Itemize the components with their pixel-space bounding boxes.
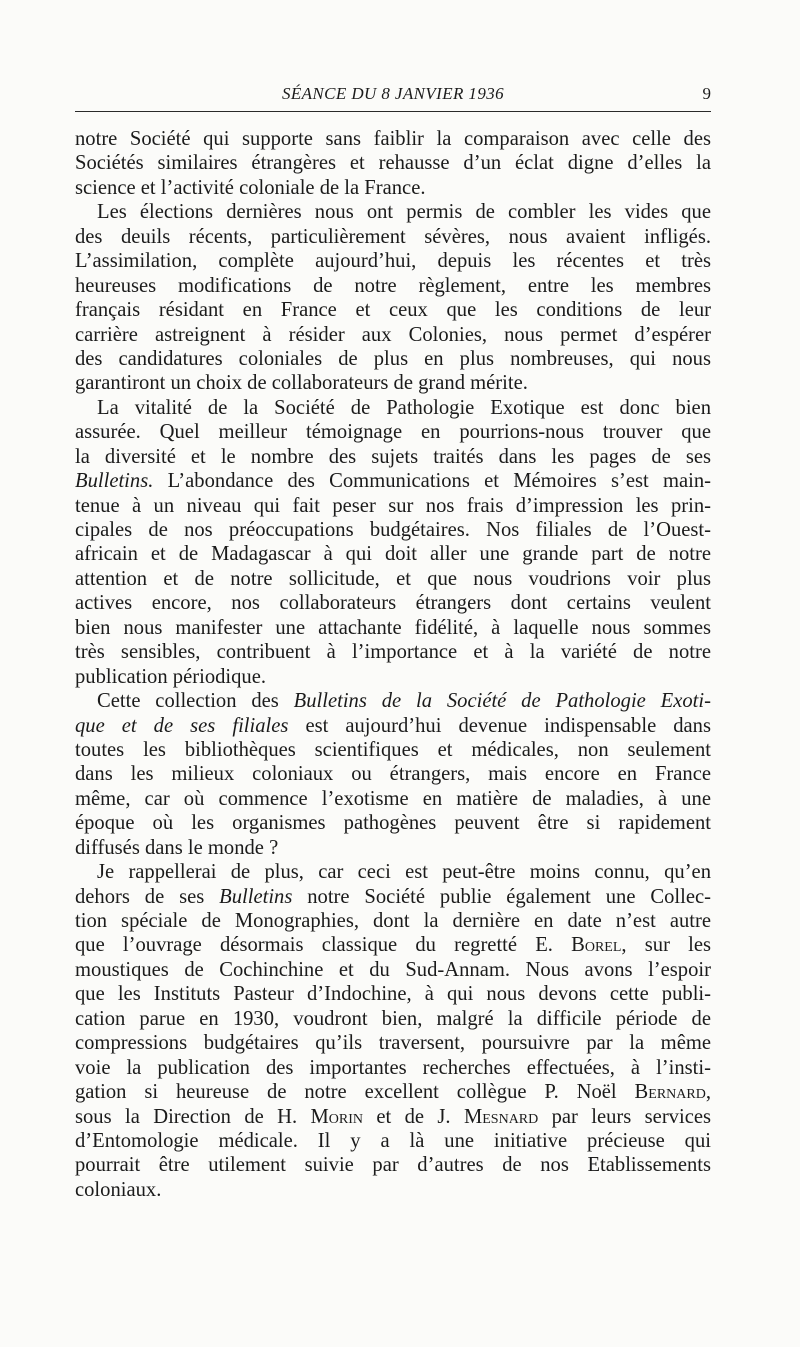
text-run: dans les milieux coloniaux ou étrangers, mais encore en France xyxy=(75,763,711,786)
text-run: La vitalité de la Société de Pathologie Exotique est donc bien xyxy=(97,396,711,419)
text-line xyxy=(75,151,711,175)
text-line xyxy=(75,738,711,762)
text-run: africain et de Madagascar à qui doit aller une grande part de notre xyxy=(75,543,711,566)
text-line xyxy=(75,225,711,249)
text-line xyxy=(75,1105,711,1129)
text-run: Bulletins xyxy=(219,885,293,908)
text-line xyxy=(75,298,711,322)
text-run: tion spéciale de Monographies, dont la dernière en date n’est autre xyxy=(75,910,711,932)
text-line xyxy=(75,958,711,982)
text-run: publication périodique. xyxy=(75,665,267,688)
text-run: sous la Direction de H. xyxy=(75,1105,311,1128)
text-run: très sensibles, contribuent à l’importance et à la variété de notre xyxy=(75,641,711,664)
text-run: toutes les bibliothèques scientifiques et médicales, non seulement xyxy=(75,738,711,761)
text-run: pourrait être utilement suivie par d’autres de nos Etablissements xyxy=(75,1154,711,1177)
page-number: 9 xyxy=(702,84,711,103)
text-run: d’Entomologie médicale. Il y a là une initiative précieuse qui xyxy=(75,1129,711,1152)
text-run: époque où les organismes pathogènes peuvent être si rapidement xyxy=(75,812,711,835)
text-run: attention et de notre sollicitude, et que nous voudrions voir plus xyxy=(75,567,711,590)
text-line xyxy=(75,591,711,615)
text-line xyxy=(75,836,711,860)
text-run: que les Instituts Pasteur d’Indochine, à qui nous devons cette publi- xyxy=(75,983,711,1006)
text-run: voie la publication des importantes recherches effectuées, à l’insti- xyxy=(75,1056,711,1079)
text-line xyxy=(75,249,711,273)
text-run: diffusés dans le monde ? xyxy=(75,836,279,859)
text-run: la diversité et le nombre des sujets traités dans les pages de ses xyxy=(75,445,711,468)
text-line xyxy=(75,420,711,444)
text-line xyxy=(75,323,711,347)
text-run: moustiques de Cochinchine et du Sud-Annam. Nous avons l’espoir xyxy=(75,958,711,981)
text-run: Mesnard xyxy=(463,1105,539,1128)
text-run: Cette collection des xyxy=(97,690,294,713)
text-line xyxy=(75,1129,711,1153)
text-run: , sur les xyxy=(621,934,711,957)
text-run: , xyxy=(705,1081,711,1104)
text-run: des candidatures coloniales de plus en plus nombreuses, qui nous xyxy=(75,347,711,370)
text-line xyxy=(75,885,711,909)
text-run: et de J. xyxy=(363,1105,464,1128)
text-line xyxy=(75,1178,711,1202)
text-line xyxy=(75,371,711,395)
text-run: Je rappellerai de plus, car ceci est peut-être moins connu, qu’en xyxy=(97,861,711,884)
text-run: même, car où commence l’exotisme en matière de maladies, à une xyxy=(75,787,711,810)
header-rule xyxy=(75,111,711,112)
text-line xyxy=(75,445,711,469)
text-run: Bulletins. xyxy=(75,470,154,493)
text-line xyxy=(75,176,711,200)
text-run: L’assimilation, complète aujourd’hui, depuis les récentes et très xyxy=(75,250,711,273)
text-run: assurée. Quel meilleur témoignage en pourrions-nous trouver que xyxy=(75,421,711,444)
text-line xyxy=(75,1080,711,1104)
text-run: L’abondance des Communications et Mémoires s’est main- xyxy=(153,470,711,493)
text-run: dehors de ses xyxy=(75,885,220,908)
text-run: Bernard xyxy=(634,1081,706,1104)
text-line xyxy=(75,542,711,566)
text-line xyxy=(75,200,711,224)
text-run: est aujourd’hui devenue indispensable dans xyxy=(288,714,711,737)
text-line xyxy=(75,494,711,518)
text-run: carrière astreignent à résider aux Colonies, nous permet d’espérer xyxy=(75,323,711,346)
text-run: des deuils récents, particulièrement sévères, nous avaient infligés. xyxy=(75,225,711,248)
text-run: tenue à un niveau qui fait peser sur nos frais d’impression les prin- xyxy=(75,494,711,517)
text-run: notre Société qui supporte sans faiblir la comparaison avec celle des xyxy=(75,128,711,150)
text-run: Sociétés similaires étrangères et rehausse d’un éclat digne d’elles la xyxy=(75,152,711,175)
text-line xyxy=(75,1031,711,1055)
text-run: Les élections dernières nous ont permis de combler les vides que xyxy=(97,201,711,224)
page-header xyxy=(75,84,711,108)
text-line xyxy=(75,1153,711,1177)
text-line xyxy=(75,640,711,664)
text-run: Morin xyxy=(310,1105,364,1128)
body-text xyxy=(75,127,711,1202)
text-line xyxy=(75,982,711,1006)
text-run: notre Société publie également une Collec- xyxy=(292,885,711,908)
text-line xyxy=(75,933,711,957)
text-line xyxy=(75,909,711,933)
text-run: Borel xyxy=(571,934,622,957)
text-run: que l’ouvrage désormais classique du regretté E. xyxy=(75,934,572,957)
text-run: coloniaux. xyxy=(75,1178,162,1201)
text-line xyxy=(75,127,711,151)
text-run: que et de ses filiales xyxy=(75,714,289,737)
text-line xyxy=(75,787,711,811)
text-run: compressions budgétaires qu’ils traversent, poursuivre par la même xyxy=(75,1032,711,1055)
text-run: Bulletins de la Société de Pathologie Exoti- xyxy=(293,690,711,713)
text-run: cation parue en 1930, voudront bien, malgré la difficile période de xyxy=(75,1007,711,1030)
text-run: bien nous manifester une attachante fidélité, à laquelle nous sommes xyxy=(75,616,711,639)
text-line xyxy=(75,860,711,884)
text-run: gation si heureuse de notre excellent collègue P. Noël xyxy=(75,1081,635,1104)
text-line xyxy=(75,714,711,738)
text-run: science et l’activité coloniale de la France. xyxy=(75,176,426,199)
text-line xyxy=(75,616,711,640)
text-line xyxy=(75,518,711,542)
text-line xyxy=(75,469,711,493)
text-line xyxy=(75,762,711,786)
text-run: français résidant en France et ceux que les conditions de leur xyxy=(75,299,711,322)
text-line xyxy=(75,396,711,420)
text-line xyxy=(75,811,711,835)
text-run: garantiront un choix de collaborateurs de grand mérite. xyxy=(75,372,528,395)
text-line xyxy=(75,1007,711,1031)
text-line xyxy=(75,1056,711,1080)
text-line xyxy=(75,665,711,689)
text-line xyxy=(75,274,711,298)
text-run: heureuses modifications de notre règlement, entre les membres xyxy=(75,274,711,297)
text-run: par leurs services xyxy=(538,1105,711,1128)
text-run: cipales de nos préoccupations budgétaires. Nos filiales de l’Ouest- xyxy=(75,519,711,541)
running-title: SÉANCE DU 8 JANVIER 1936 xyxy=(281,84,505,103)
text-line xyxy=(75,567,711,591)
text-line xyxy=(75,689,711,713)
text-run: actives encore, nos collaborateurs étrangers dont certains veulent xyxy=(75,592,711,615)
text-line xyxy=(75,347,711,371)
